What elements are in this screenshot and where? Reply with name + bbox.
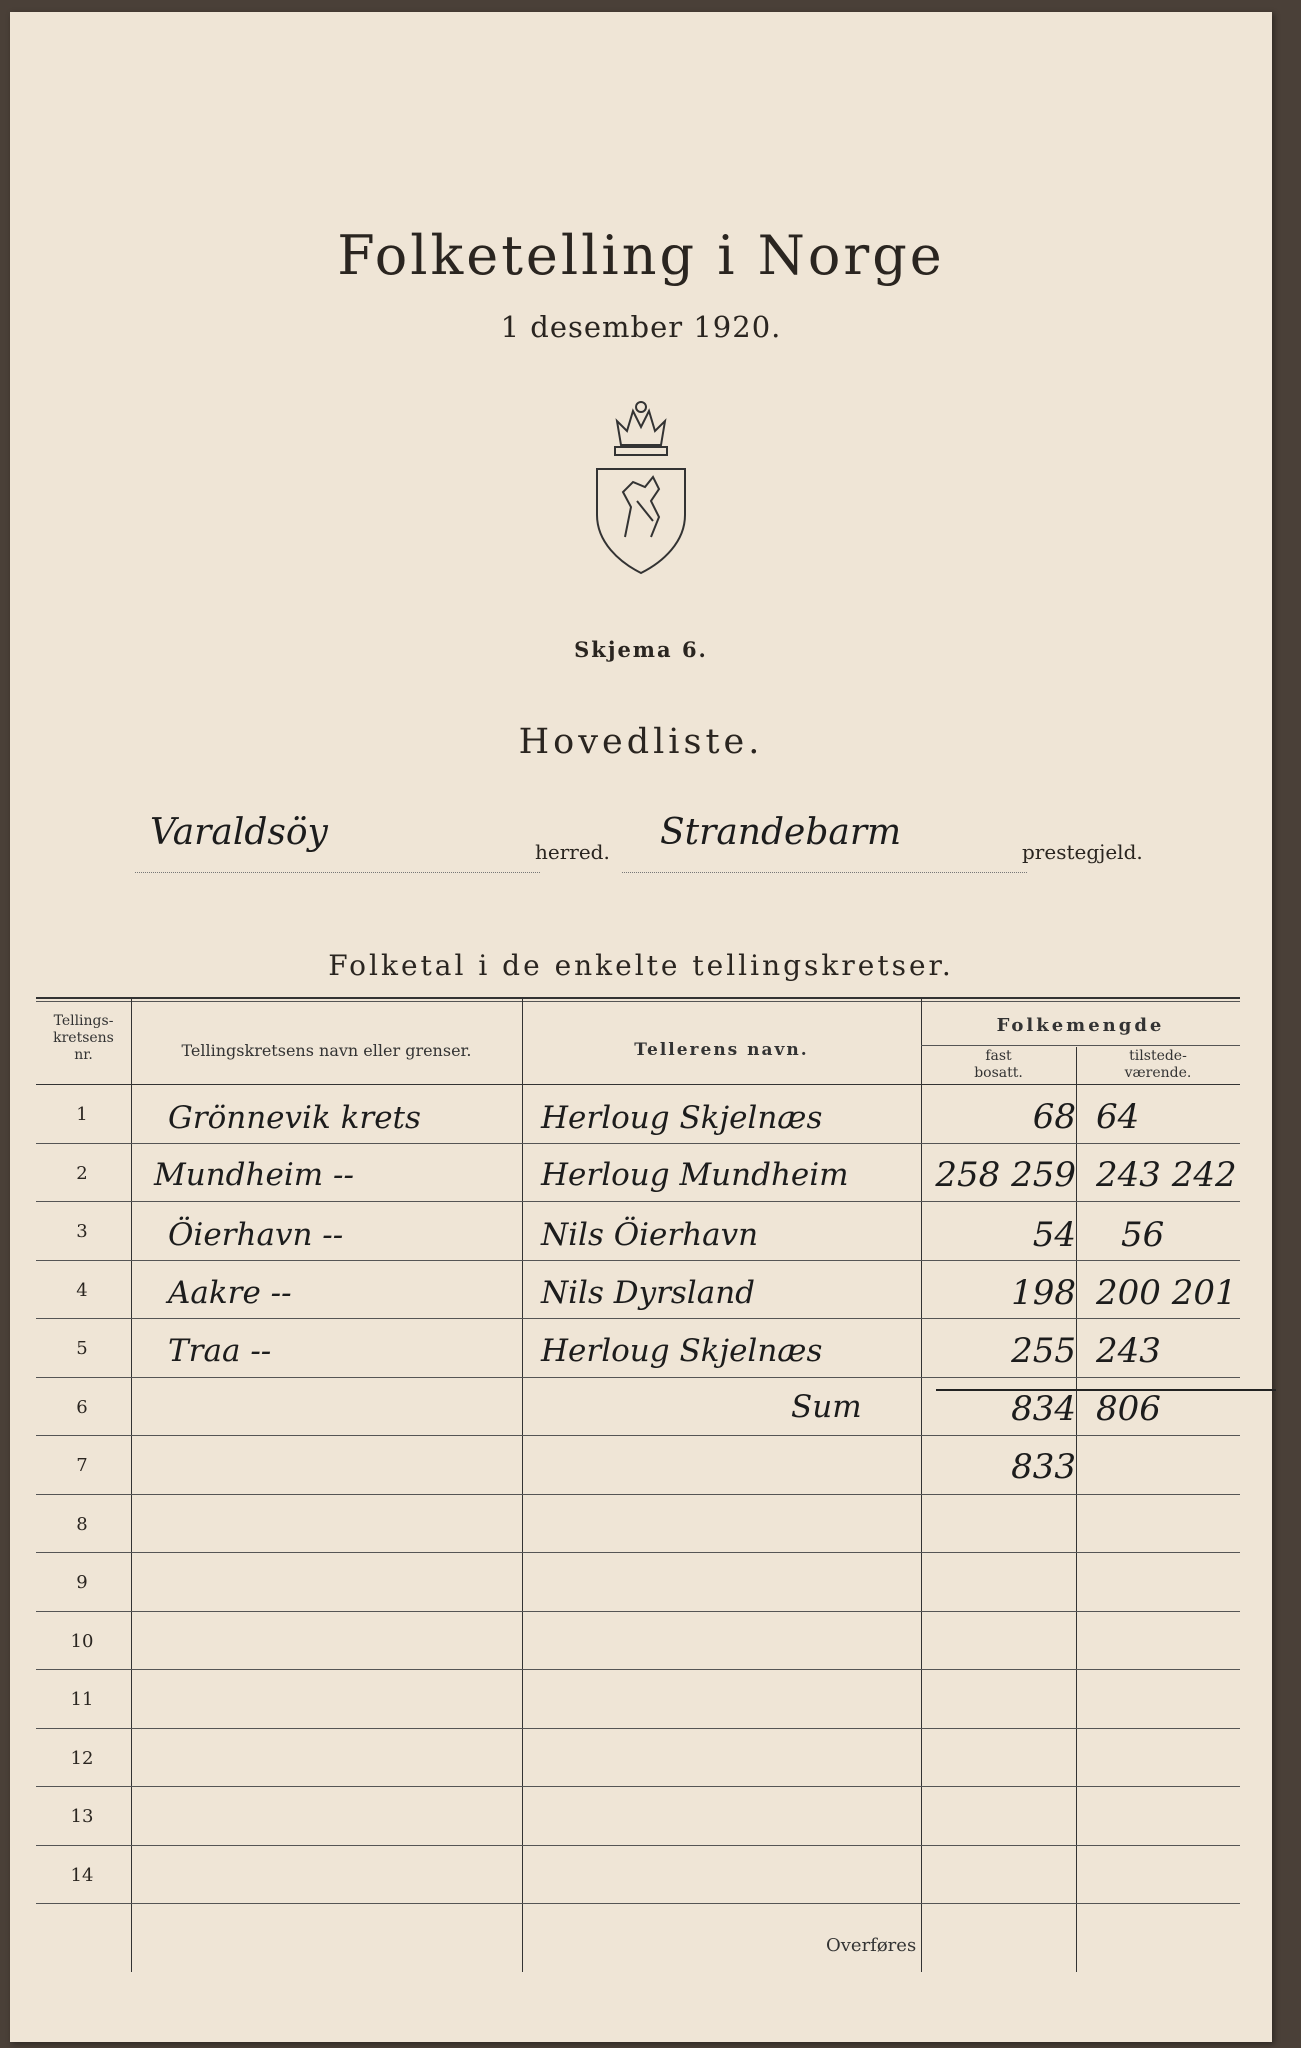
row-divider: [36, 1377, 1240, 1378]
row-number: 13: [70, 1806, 94, 1827]
row3-teller: Nils Öierhavn: [541, 1217, 759, 1253]
header-name: Tellingskretsens navn eller grenser.: [181, 1041, 472, 1060]
row5-fast: 255: [1011, 1331, 1076, 1371]
coat-of-arms-icon: [593, 397, 689, 575]
row-number: 14: [70, 1864, 94, 1886]
row-divider: [36, 1552, 1240, 1553]
row5-teller: Herloug Skjelnæs: [541, 1333, 823, 1369]
header-nr: Tellings- kretsens nr.: [53, 1013, 114, 1063]
row-number: 9: [76, 1572, 88, 1593]
row-number: 12: [70, 1747, 94, 1769]
prestegjeld-value: Strandebarm: [660, 812, 902, 853]
herred-label: herred.: [535, 840, 610, 864]
row-number: 7: [76, 1455, 88, 1476]
census-form-page: [10, 12, 1272, 2042]
row-number: 4: [76, 1279, 88, 1301]
row-number: 10: [70, 1630, 94, 1652]
census-table: [36, 997, 1240, 1977]
row-divider: [36, 1143, 1240, 1144]
row-divider: [36, 1260, 1240, 1261]
header-tilstede: tilstede- værende.: [1124, 1048, 1192, 1081]
row-divider: [36, 1318, 1240, 1319]
list-title: Hovedliste.: [518, 722, 764, 762]
row-number: 3: [76, 1221, 88, 1242]
row1-name: Grönnevik krets: [168, 1100, 421, 1136]
row3-tilstede: 56: [1121, 1215, 1165, 1255]
row-divider: [36, 1669, 1240, 1670]
row-divider: [36, 1435, 1240, 1436]
row2-tilstede: 243 242: [1096, 1155, 1237, 1195]
prestegjeld-label: prestegjeld.: [1022, 840, 1143, 864]
row-divider: [36, 1903, 1240, 1904]
row-divider: [36, 1494, 1240, 1495]
row-divider: [36, 1845, 1240, 1846]
row-number: 11: [70, 1689, 94, 1710]
row1-fast: 68: [1032, 1097, 1076, 1137]
row4-teller: Nils Dyrsland: [541, 1275, 756, 1311]
row-divider: [36, 1201, 1240, 1202]
schema-label: Skjema 6.: [574, 637, 708, 662]
row-number: 6: [76, 1396, 88, 1418]
overfores-label: Overføres: [826, 1935, 917, 1956]
row-number: 5: [76, 1338, 88, 1359]
row1-tilstede: 64: [1096, 1097, 1140, 1137]
row-divider: [36, 1786, 1240, 1787]
sum2-fast: 833: [1011, 1447, 1076, 1487]
header-fast: fast bosatt.: [974, 1048, 1023, 1081]
sum-tilstede: 806: [1096, 1389, 1161, 1429]
row1-teller: Herloug Skjelnæs: [541, 1100, 823, 1136]
row-divider: [36, 1728, 1240, 1729]
row-number: 1: [76, 1104, 88, 1125]
row4-name: Aakre --: [168, 1275, 292, 1311]
row5-name: Traa --: [168, 1333, 272, 1369]
row3-name: Öierhavn --: [168, 1217, 344, 1253]
row4-fast: 198: [1011, 1273, 1076, 1313]
herred-value: Varaldsöy: [150, 812, 328, 853]
row-number: 8: [76, 1513, 88, 1535]
row5-tilstede: 243: [1096, 1331, 1161, 1371]
sum-fast: 834: [1011, 1389, 1076, 1429]
row-number: 2: [76, 1162, 88, 1184]
section-title: Folketal i de enkelte tellingskretser.: [328, 949, 954, 982]
sum-label: Sum: [791, 1389, 862, 1425]
row2-fast: 258 259: [935, 1155, 1076, 1195]
header-teller: Tellerens navn.: [634, 1040, 809, 1060]
row2-name: Mundheim --: [154, 1157, 354, 1193]
row2-teller: Herloug Mundheim: [541, 1157, 849, 1193]
census-date: 1 desember 1920.: [500, 310, 782, 344]
form-title: Folketelling i Norge: [337, 224, 945, 287]
row3-fast: 54: [1032, 1215, 1076, 1255]
header-folkemengde: Folkemengde: [996, 1015, 1165, 1036]
row4-tilstede: 200 201: [1096, 1273, 1237, 1313]
row-divider: [36, 1611, 1240, 1612]
